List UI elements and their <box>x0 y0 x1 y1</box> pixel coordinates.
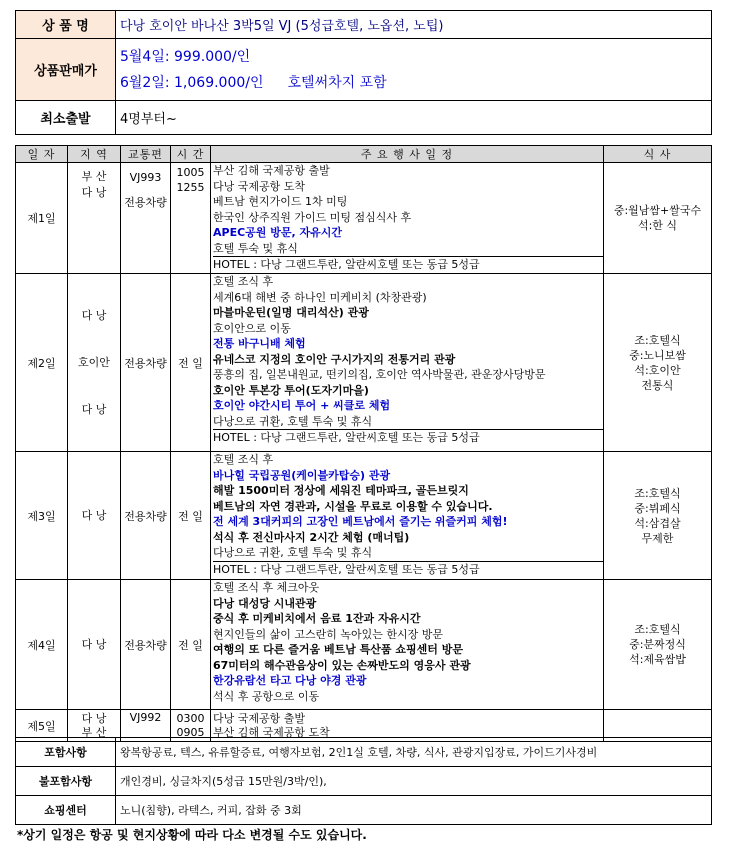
day-label: 제3일 <box>16 452 68 580</box>
day-row <box>16 274 712 452</box>
disclaimer-note: *상기 일정은 항공 및 현지상황에 따라 다소 변경될 수도 있습니다. <box>17 828 367 842</box>
activity: 한국인 상주직원 가이드 미팅 점심식사 후 <box>213 210 412 224</box>
day-row <box>16 580 712 710</box>
excluded-value: 개인경비, 싱글차지(5성급 15만원/3박/인), <box>116 767 712 796</box>
transport-cell <box>121 163 171 274</box>
col-schedule: 주 요 행 사 일 정 <box>211 146 604 163</box>
activity: 호이안으로 이동 <box>213 321 291 335</box>
activity: 호이안 투본강 투어(도자기마을) <box>213 383 369 397</box>
meal-cell <box>604 163 712 274</box>
activity: 중식 후 미케비치에서 음료 1잔과 자유시간 <box>213 612 421 625</box>
activity: 여행의 또 다른 즐거움 베트남 특산품 쇼핑센터 방문 <box>213 643 463 656</box>
activity: 부산 김해 국제공항 출발 <box>213 164 330 177</box>
included-label: 포함사항 <box>16 738 116 767</box>
meal: 중:노니보쌈 <box>629 348 686 362</box>
col-meal: 식 사 <box>604 146 712 163</box>
activity: 다낭 대성당 시내관광 <box>213 596 317 610</box>
flight-number: VJ993 <box>129 171 162 184</box>
region: 호이안 <box>78 355 110 369</box>
activity: 석식 후 공항으로 이동 <box>213 689 320 703</box>
product-info-table <box>15 10 712 135</box>
activity: 전 세계 3대커피의 고장인 베트남에서 즐기는 위즐커피 체험! <box>213 515 508 528</box>
included-value: 왕복항공료, 텍스, 유류할증료, 여행자보험, 2인1실 호텔, 차량, 식사, 관광지입장료, 가이드기사경비 <box>116 738 712 767</box>
col-time: 시 간 <box>171 146 211 163</box>
activity: 다낭으로 귀환, 호텔 투숙 및 휴식 <box>213 546 373 559</box>
day-row <box>16 452 712 580</box>
activity: 호텔 조식 후 체크아웃 <box>213 581 320 594</box>
region: 다 낭 <box>81 402 107 416</box>
activity: 호텔 투숙 및 휴식 <box>213 241 298 255</box>
time: 0905 <box>176 725 205 739</box>
activity: 다낭 국제공항 도착 <box>213 179 306 193</box>
region: 다 낭 <box>68 452 121 580</box>
price-may: 5월4일: 999.000/인 <box>120 48 251 65</box>
region: 다 낭 <box>81 711 107 725</box>
transport: 전용차량 <box>121 274 171 452</box>
activity: 전통 바구니배 체험 <box>213 337 306 350</box>
meal: 석:호이안 <box>634 363 681 377</box>
hotel-info: HOTEL : 다낭 그랜드투란, 알란씨호텔 또는 동급 5성급 <box>213 429 603 446</box>
hotel-info: HOTEL : 다낭 그랜드투란, 알란씨호텔 또는 동급 5성급 <box>213 561 603 578</box>
region: 부 산 <box>81 170 107 183</box>
price-label: 상품판매가 <box>16 39 116 101</box>
day-label: 제2일 <box>16 274 68 452</box>
day-label: 제1일 <box>16 163 68 274</box>
activity: 풍흥의 집, 일본내원교, 떤키의집, 호이안 역사박물관, 관운장사당방문 <box>213 368 546 381</box>
time: 1005 <box>176 166 205 179</box>
price-cell <box>116 39 712 101</box>
activity: APEC공원 방문, 자유시간 <box>213 226 343 239</box>
meal: 조:호텔식 <box>634 623 681 636</box>
activity: 67미터의 해수관음상이 있는 손짜반도의 영응사 관광 <box>213 658 471 672</box>
meal-cell <box>604 274 712 452</box>
activity: 세계6대 해변 중 하나인 미케비치 (차창관광) <box>213 290 427 304</box>
col-region: 지 역 <box>68 146 121 163</box>
transport: 전용차량 <box>121 580 171 710</box>
price-june-row <box>116 70 711 96</box>
region: 다 낭 <box>81 308 107 322</box>
transport: 전용차량 <box>121 452 171 580</box>
meal: 석:제육쌈밥 <box>629 653 686 666</box>
activity: 다낭으로 귀환, 호텔 투숙 및 휴식 <box>213 414 373 428</box>
activity: 호텔 조식 후 <box>213 275 274 288</box>
min-departure-label: 최소출발 <box>16 101 116 135</box>
shopping-value: 노니(침향), 라텍스, 커피, 잡화 중 3회 <box>116 796 712 825</box>
meal: 조:호텔식 <box>634 333 681 347</box>
time: 전 일 <box>171 274 211 452</box>
meal: 중:월남쌈+쌀국수 <box>613 204 702 217</box>
activity: 부산 김해 국제공항 도착 <box>213 725 330 739</box>
time: 0300 <box>176 711 205 725</box>
meal: 석:한 식 <box>637 219 678 232</box>
activities-cell <box>211 580 604 710</box>
flight-number: VJ992 <box>121 710 171 742</box>
activity: 베트남 현지가이드 1차 미팅 <box>213 195 348 208</box>
activity: 베트남의 자연 경관과, 시설을 무료로 이용할 수 있습니다. <box>213 499 493 513</box>
meal-cell <box>604 452 712 580</box>
activity: 현지인들의 삶이 고스란히 녹아있는 한시장 방문 <box>213 627 444 641</box>
day-label: 제4일 <box>16 580 68 710</box>
itinerary-table <box>15 145 712 742</box>
region: 다 낭 <box>81 186 107 199</box>
meal: 중:분짜정식 <box>629 638 686 651</box>
activity: 바나힐 국립공원(케이블카탑승) 관광 <box>213 468 391 482</box>
meal: 석:삼겹살 <box>634 516 681 530</box>
product-name: 다낭 호이안 바나산 3박5일 VJ (5성급호텔, 노옵션, 노팁) <box>116 11 712 39</box>
price-note: 호텔써차지 포함 <box>287 74 387 91</box>
shopping-label: 쇼핑센터 <box>16 796 116 825</box>
min-departure-value: 4명부터~ <box>116 101 712 135</box>
col-day: 일 자 <box>16 146 68 163</box>
activity: 석식 후 전신마사지 2시간 체험 (매너팁) <box>213 530 410 544</box>
col-transport: 교통편 <box>121 146 171 163</box>
price-june: 6월2일: 1,069.000/인 <box>120 74 264 91</box>
activities-cell <box>211 274 604 452</box>
activity: 한강유람선 타고 다낭 야경 관광 <box>213 674 367 687</box>
activities-cell <box>211 452 604 580</box>
activities-cell <box>211 163 604 274</box>
day-row <box>16 163 712 274</box>
meal: 무제한 <box>641 531 674 545</box>
activity: 다낭 국제공항 출발 <box>213 711 306 725</box>
hotel-info: HOTEL : 다낭 그랜드투란, 알란씨호텔 또는 동급 5성급 <box>213 256 603 273</box>
meal: 중:뷔페식 <box>634 501 681 515</box>
day-label: 제5일 <box>16 710 68 742</box>
transport: 전용차량 <box>124 196 167 209</box>
itinerary-header-row <box>16 146 712 163</box>
region-cell <box>68 274 121 452</box>
activity: 해발 1500미터 정상에 세워진 테마파크, 골든브릿지 <box>213 484 469 497</box>
time-cell <box>171 163 211 274</box>
meal: 조:호텔식 <box>634 486 681 500</box>
time: 1255 <box>176 181 205 194</box>
activity: 유네스코 지정의 호이안 구시가지의 전통거리 관광 <box>213 352 456 366</box>
region-cell <box>68 163 121 274</box>
activity: 호이안 야간시티 투어 + 씨클로 체험 <box>213 399 391 412</box>
region: 다 낭 <box>68 580 121 710</box>
meal-cell <box>604 580 712 710</box>
time: 전 일 <box>171 452 211 580</box>
meal: 전통식 <box>641 378 674 392</box>
product-name-label: 상 품 명 <box>16 11 116 39</box>
excluded-label: 불포함사항 <box>16 767 116 796</box>
activity: 마블마운틴(일명 대리석산) 관광 <box>213 306 369 319</box>
region: 부 산 <box>81 725 107 739</box>
terms-table <box>15 737 712 825</box>
time: 전 일 <box>171 580 211 710</box>
activity: 호텔 조식 후 <box>213 453 274 466</box>
